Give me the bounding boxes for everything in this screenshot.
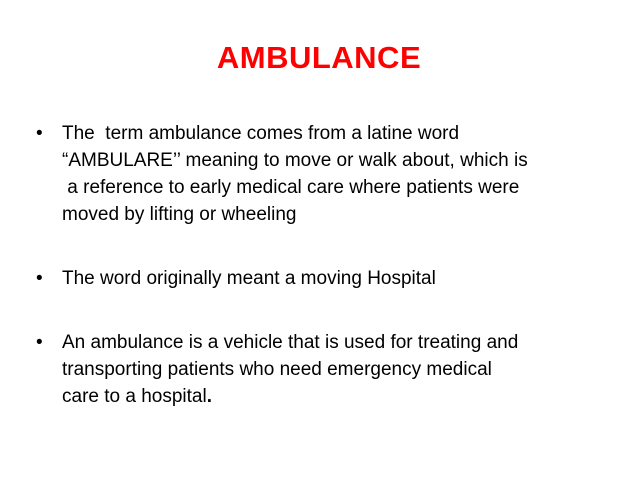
bullet-period: .: [206, 386, 212, 407]
bullet-line: care to a hospital: [62, 386, 207, 407]
bullet-line: “AMBULARE’’ meaning to move or walk about, which is: [62, 150, 528, 171]
bullet-line: transporting patients who need emergency medical: [62, 359, 492, 380]
bullet-text: [62, 329, 616, 410]
slide-title: AMBULANCE: [216, 40, 422, 75]
bullet-item-original-meaning: [36, 265, 616, 292]
bullet-line: The term ambulance comes from a latine word: [62, 123, 460, 144]
bullet-text: [62, 120, 616, 228]
bullet-dot-icon: •: [36, 332, 43, 353]
bullet-line: moved by lifting or wheeling: [62, 204, 297, 225]
bullet-item-etymology: [36, 120, 616, 228]
bullet-dot-icon: •: [36, 123, 43, 144]
bullet-line: a reference to early medical care where patients were: [62, 177, 520, 198]
bullet-line: The word originally meant a moving Hospital: [62, 268, 436, 289]
bullet-line: An ambulance is a vehicle that is used for treating and: [62, 332, 519, 353]
bullet-list: [36, 120, 616, 447]
bullet-item-definition: [36, 329, 616, 410]
bullet-dot-icon: •: [36, 268, 43, 289]
bullet-text: [62, 265, 616, 292]
